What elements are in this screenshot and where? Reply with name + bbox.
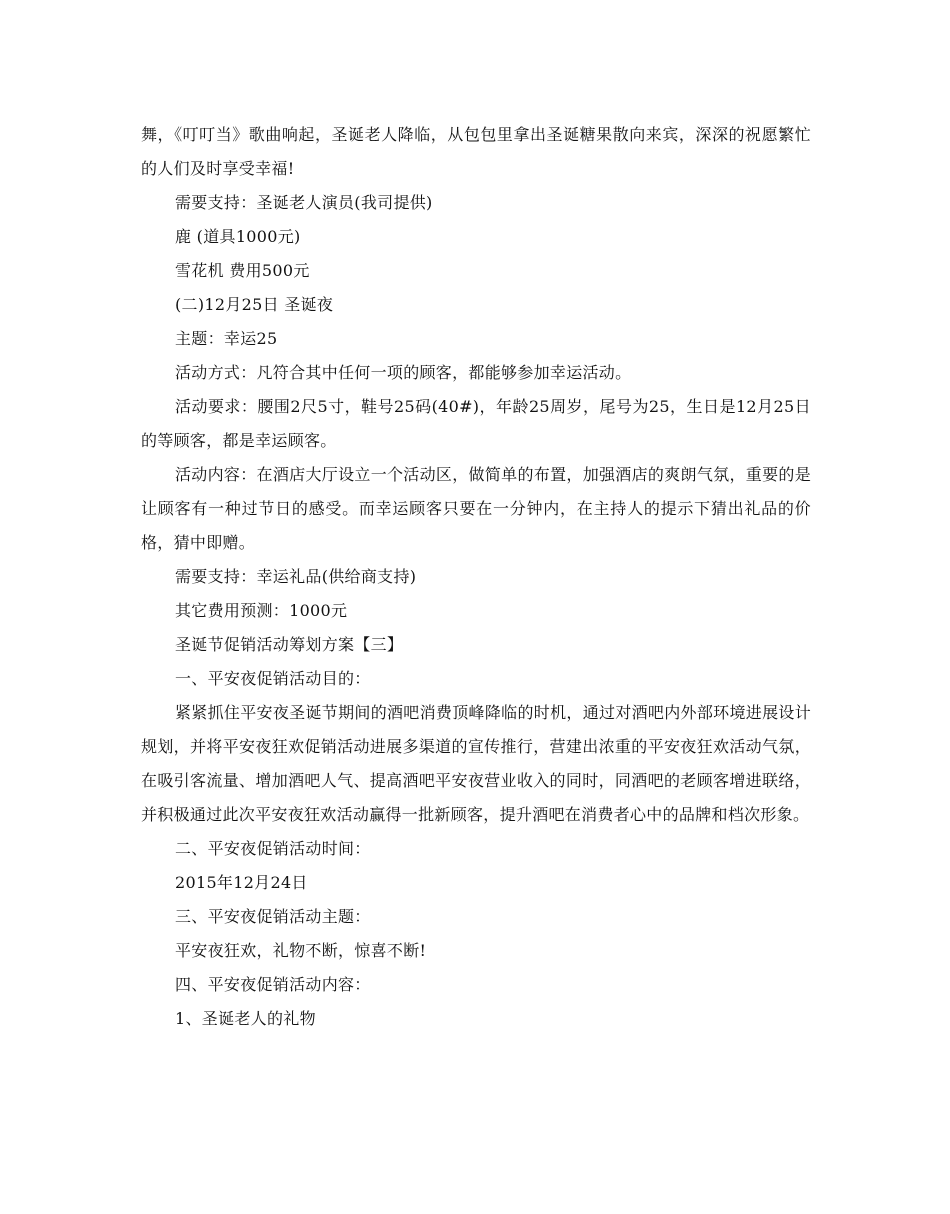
paragraph-activity-method: 活动方式：凡符合其中任何一项的顾客，都能够参加幸运活动。 bbox=[175, 363, 632, 382]
heading-content: 四、平安夜促销活动内容： bbox=[175, 975, 371, 994]
document-body bbox=[141, 118, 811, 1036]
paragraph-theme-slogan: 平安夜狂欢，礼物不断，惊喜不断! bbox=[175, 941, 427, 960]
paragraph-other-costs: 其它费用预测：1000元 bbox=[175, 601, 348, 620]
paragraph-support-santa: 需要支持：圣诞老人演员(我司提供) bbox=[175, 193, 433, 212]
paragraph-support-gifts: 需要支持：幸运礼品(供给商支持) bbox=[175, 567, 417, 586]
paragraph-snow-machine: 雪花机 费用500元 bbox=[175, 261, 310, 280]
paragraph-deer-prop: 鹿 (道具1000元) bbox=[175, 227, 301, 246]
paragraph-purpose-body: 紧紧抓住平安夜圣诞节期间的酒吧消费顶峰降临的时机，通过对酒吧内外部环境进展设计规划，并将平安夜狂欢促销活动进展多渠道的宣传推行，营建出浓重的平安夜狂欢活动气氛，在吸引客流量、增加酒吧人气、提高酒吧平安夜营业收入的同时，同酒吧的老顾客增进联络，并积极通过此次平安夜狂欢活动赢得一批新顾客，提升酒吧在消费者心中的品牌和档次形象。 bbox=[141, 703, 811, 824]
paragraph-intro-continuation: 舞，《叮叮当》歌曲响起，圣诞老人降临，从包包里拿出圣诞糖果散向来宾，深深的祝愿繁忙的人们及时享受幸福! bbox=[141, 125, 811, 178]
heading-purpose: 一、平安夜促销活动目的： bbox=[175, 669, 371, 688]
paragraph-date: 2015年12月24日 bbox=[175, 873, 308, 892]
section-heading-christmas-night: (二)12月25日 圣诞夜 bbox=[175, 295, 334, 314]
heading-theme: 三、平安夜促销活动主题： bbox=[175, 907, 371, 926]
list-item-santa-gifts: 1、圣诞老人的礼物 bbox=[175, 1009, 316, 1028]
paragraph-theme: 主题：幸运25 bbox=[175, 329, 278, 348]
paragraph-activity-content: 活动内容：在酒店大厅设立一个活动区，做简单的布置，加强酒店的爽朗气氛，重要的是让顾客有一种过节日的感受。而幸运顾客只要在一分钟内，在主持人的提示下猜出礼品的价格，猜中即赠。 bbox=[141, 465, 811, 552]
section-heading-plan-three: 圣诞节促销活动筹划方案【三】 bbox=[175, 635, 404, 654]
paragraph-activity-requirements: 活动要求：腰围2尺5寸，鞋号25码(40#)，年龄25周岁，尾号为25，生日是12月25日的等顾客，都是幸运顾客。 bbox=[141, 397, 811, 450]
heading-time: 二、平安夜促销活动时间： bbox=[175, 839, 371, 858]
